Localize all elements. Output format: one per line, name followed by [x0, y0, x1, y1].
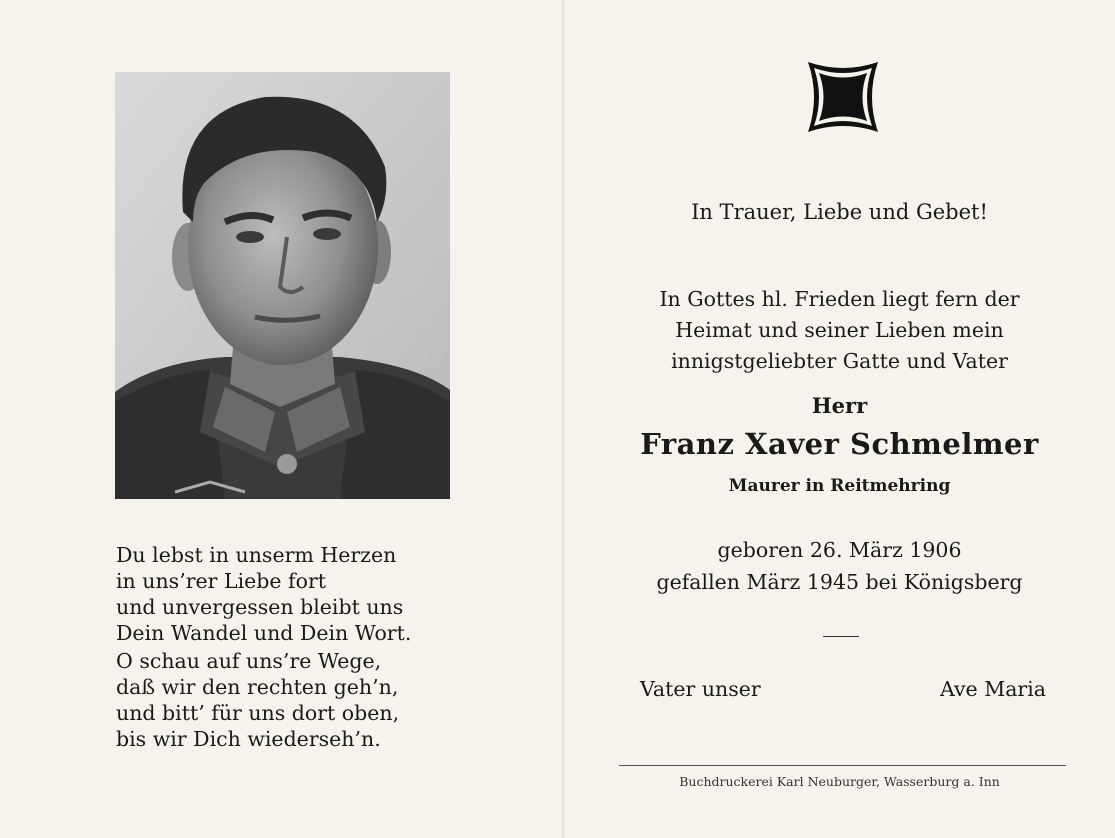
poem-line: Du lebst in unserm Herzen: [116, 543, 397, 567]
poem-line: bis wir Dich wiederseh’n.: [116, 727, 381, 751]
poem-stanza-1: [116, 542, 476, 646]
poem-line: Dein Wandel und Dein Wort.: [116, 621, 412, 645]
prayer-ave-maria: Ave Maria: [940, 677, 1046, 701]
poem-line: und unvergessen bleibt uns: [116, 595, 404, 619]
poem-line: daß wir den rechten geh’n,: [116, 675, 399, 699]
poem-line: und bitt’ für uns dort oben,: [116, 701, 400, 725]
poem-line: in uns’rer Liebe fort: [116, 569, 327, 593]
prayer-vater-unser: Vater unser: [640, 677, 761, 701]
death-date: gefallen März 1945 bei Königsberg: [656, 570, 1023, 594]
motto: In Trauer, Liebe und Gebet!: [691, 200, 988, 224]
birth-date: geboren 26. März 1906: [717, 538, 962, 562]
intro-text: [564, 284, 1115, 377]
intro-line: Heimat und seiner Lieben mein: [675, 318, 1004, 342]
soldier-portrait: [115, 72, 450, 499]
footer-rule: [619, 765, 1066, 766]
iron-cross-icon: [806, 60, 880, 134]
deceased-name: Franz Xaver Schmelmer: [640, 427, 1039, 461]
printer-credit: Buchdruckerei Karl Neuburger, Wasserburg a. Inn: [679, 774, 1000, 789]
occupation: Maurer in Reitmehring: [728, 476, 951, 496]
poem-line: O schau auf uns’re Wege,: [116, 649, 382, 673]
intro-line: innigstgeliebter Gatte und Vater: [671, 349, 1008, 373]
intro-line: In Gottes hl. Frieden liegt fern der: [659, 287, 1020, 311]
separator-dash: [823, 636, 859, 637]
right-panel: [564, 0, 1115, 838]
honorific: Herr: [811, 393, 868, 418]
poem-stanza-2: [116, 648, 476, 752]
